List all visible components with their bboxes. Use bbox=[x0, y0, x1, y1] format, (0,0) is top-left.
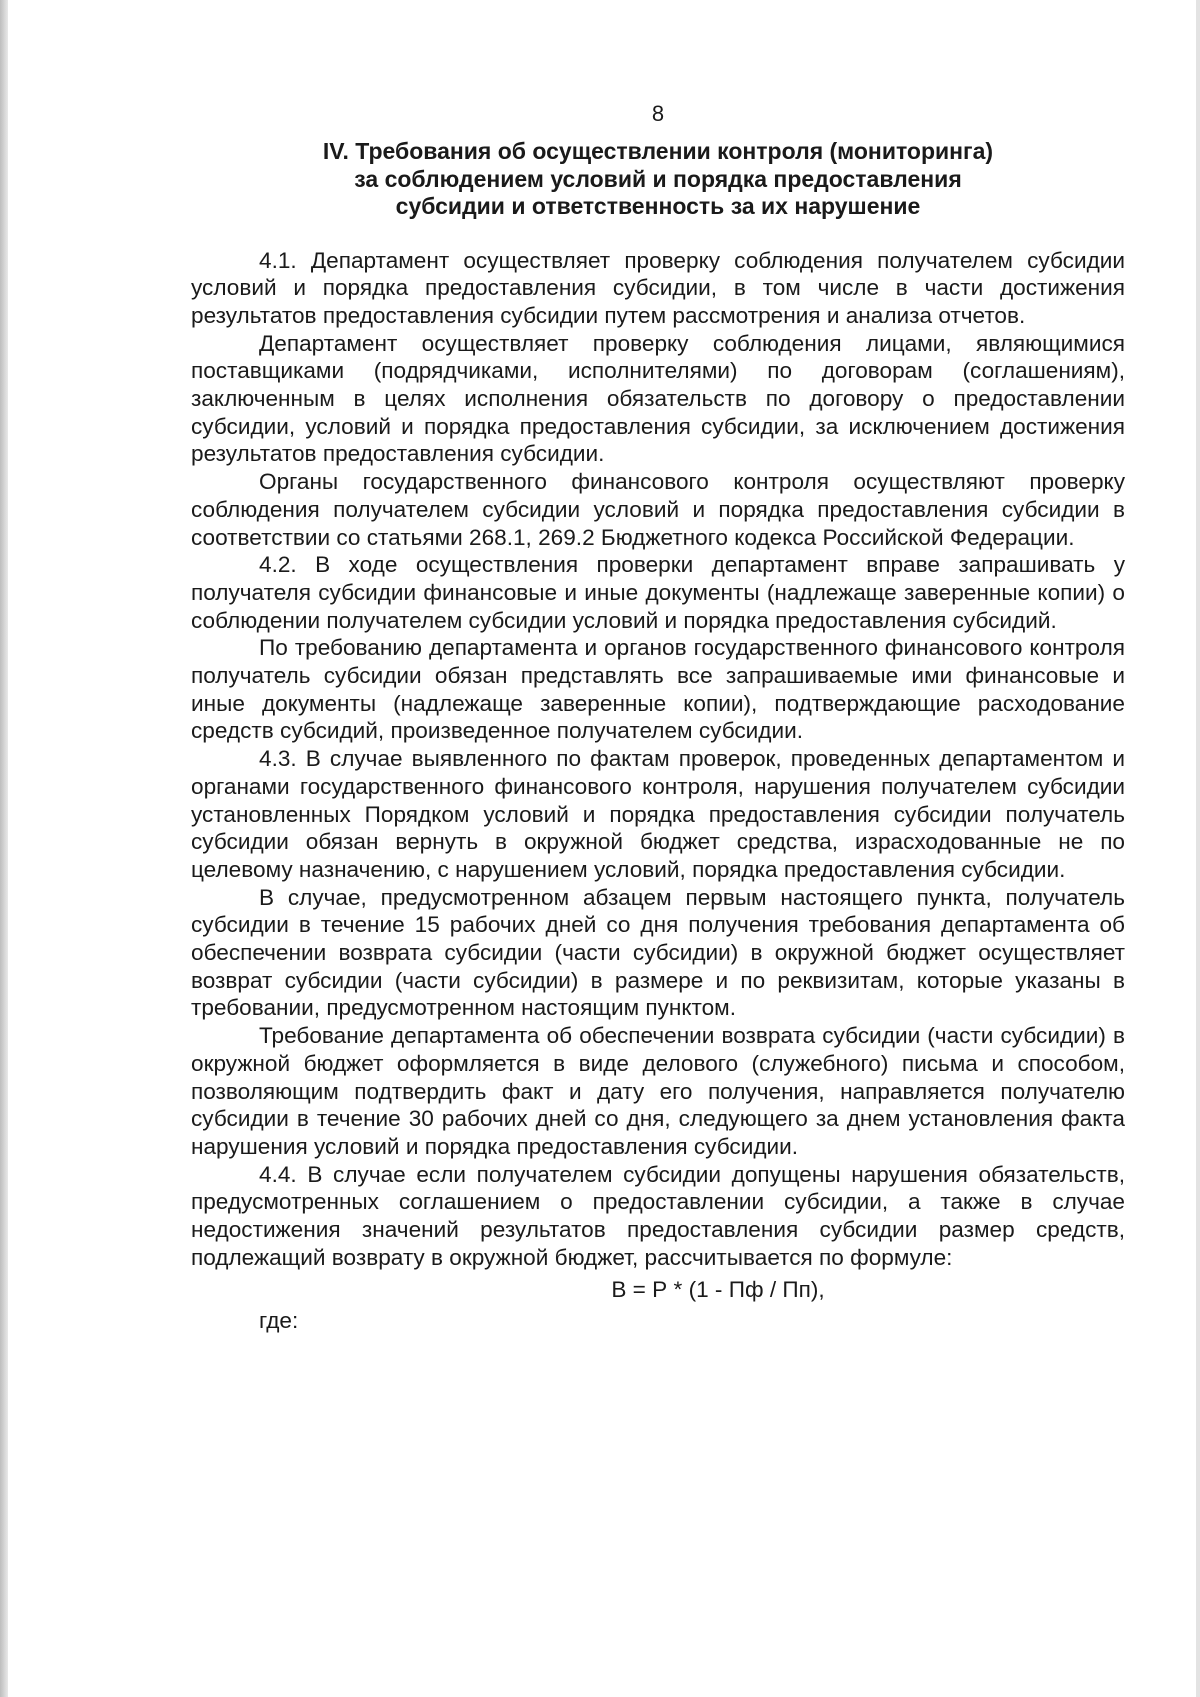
paragraph-4-3-return: В случае, предусмотренном абзацем первым настоящего пункта, получатель субсидии в течение 15 рабочих дней со дня получения требования департамента об обеспечении возврата субсидии (части субсидии) в окружной бюджет осуществляет возврат субсидии (части субсидии) в размере и по реквизитам, которые указаны в требовании, предусмотренном настоящим пунктом. bbox=[191, 884, 1125, 1021]
page-number: 8 bbox=[651, 101, 665, 126]
paragraph-4-4: 4.4. В случае если получателем субсидии допущены нарушения обязательств, предусмотренных соглашением о предоставлении субсидии, а также в случае недостижения значений результатов предоставления субсидии размер средств, подлежащий возврату в окружной бюджет, рассчитывается по формуле: bbox=[191, 1161, 1125, 1270]
paragraph-4-3-requirement: Требование департамента об обеспечении возврата субсидии (части субсидии) в окружной бюджет оформляется в виде делового (служебного) письма и способом, позволяющим подтвердить факт и дату его получения, направляется получателю субсидии в течение 30 рабочих дней со дня, следующего за днем установления факта нарушения условий и порядка предоставления субсидии. bbox=[191, 1023, 1125, 1159]
paragraph-4-3: 4.3. В случае выявленного по фактам проверок, проведенных департаментом и органами государственного финансового контроля, нарушения получателем субсидии установленных Порядком условий и порядка предоставления субсидии получатель субсидии обязан вернуть в окружной бюджет средства, израсходованные не по целевому назначению, с нарушением условий, порядка предоставления субсидии. bbox=[191, 746, 1125, 882]
paragraph-4-2-documents: По требованию департамента и органов государственного финансового контроля получатель субсидии обязан представлять все запрашиваемые ими финансовые и иные документы (надлежаще заверенные копии), подтверждающие расходование средств субсидий, произведенное получателем субсидии. bbox=[191, 635, 1125, 744]
section-title-line: IV. Требования об осуществлении контроля (мониторинга) bbox=[322, 138, 994, 164]
section-title-line: субсидии и ответственность за их нарушение bbox=[395, 193, 921, 219]
document-page bbox=[191, 100, 1125, 1335]
paragraph-4-2: 4.2. В ходе осуществления проверки департамент вправе запрашивать у получателя субсидии финансовые и иные документы (надлежаще заверенные копии) о соблюдении получателем субсидии условий и порядка предоставления субсидий. bbox=[191, 552, 1125, 633]
section-title-line: за соблюдением условий и порядка предоставления bbox=[354, 165, 962, 192]
paragraph-4-1-suppliers: Департамент осуществляет проверку соблюдения лицами, являющимися поставщиками (подрядчиками, исполнителями) по договорам (соглашениям), заключенным в целях исполнения обязательств по договору о предоставлении субсидии, условий и порядка предоставления субсидии, за исключением достижения результатов предоставления субсидии. bbox=[191, 330, 1125, 467]
scan-edge-right bbox=[1196, 0, 1200, 1697]
refund-formula: В = Р * (1 - Пф / Пп), bbox=[611, 1276, 825, 1302]
section-title bbox=[191, 138, 1125, 221]
paragraph-4-1: 4.1. Департамент осуществляет проверку соблюдения получателем субсидии условий и порядка предоставления субсидии, в том числе в части достижения результатов предоставления субсидии путем рассмотрения и анализа отчетов. bbox=[191, 247, 1125, 328]
formula-where-label: где: bbox=[259, 1308, 299, 1334]
scan-edge-left bbox=[0, 0, 8, 1697]
paragraph-4-1-financial-control: Органы государственного финансового контроля осуществляют проверку соблюдения получателем субсидии условий и порядка предоставления субсидии в соответствии со статьями 268.1, 269.2 Бюджетного кодекса Российской Федерации. bbox=[191, 469, 1125, 550]
